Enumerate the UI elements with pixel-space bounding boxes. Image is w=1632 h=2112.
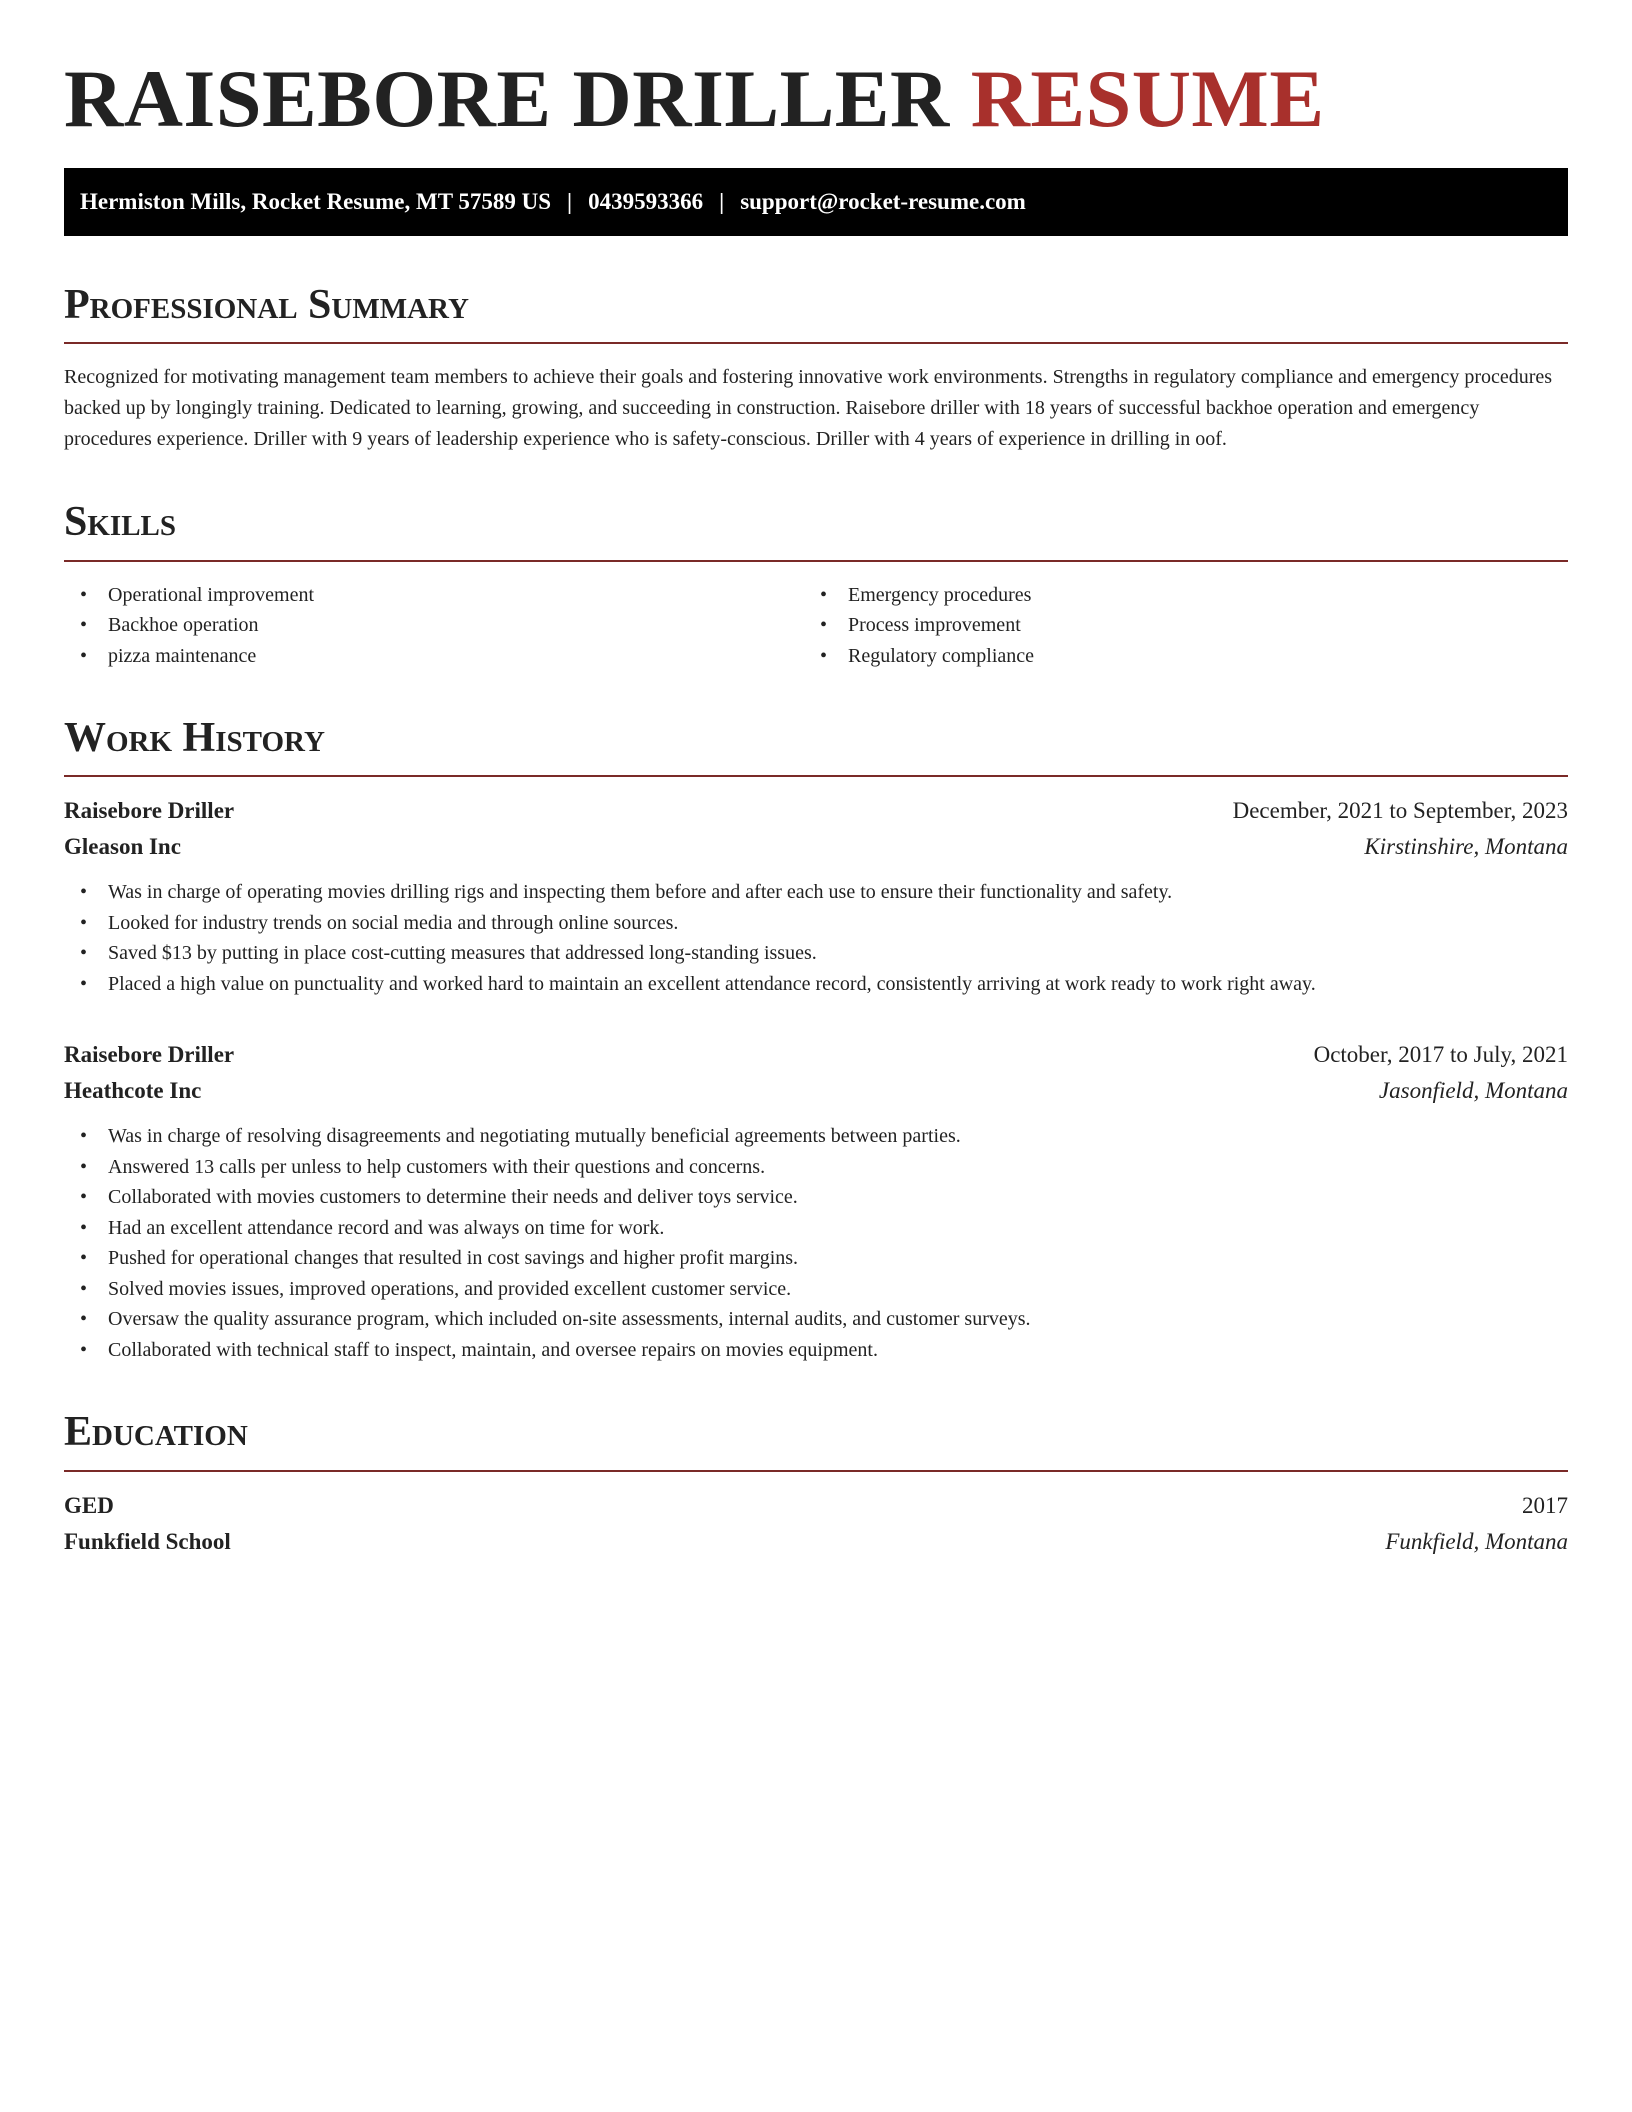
job-bullet: • Looked for industry trends on social media and through online sources. (64, 908, 1568, 939)
job-bullet: • Placed a high value on punctuality and worked hard to maintain an excellent attendance record, consistently arriving at work ready to work right away. (64, 969, 1568, 1000)
job-dates: December, 2021 to September, 2023 (1232, 798, 1568, 824)
contact-separator: | (567, 189, 573, 215)
job-bullet: • Had an excellent attendance record and was always on time for work. (64, 1213, 1568, 1244)
contact-address: Hermiston Mills, Rocket Resume, MT 57589 US (80, 189, 552, 215)
professional-summary-section (64, 282, 1568, 455)
section-heading-summary: Professional Summary (64, 282, 1568, 344)
education-entry (64, 1488, 1568, 1560)
job-location: Jasonfield, Montana (1378, 1078, 1568, 1104)
job-bullet: • Answered 13 calls per unless to help customers with their questions and concerns. (64, 1152, 1568, 1183)
contact-separator: | (719, 189, 725, 215)
job-bullet: • Oversaw the quality assurance program, which included on-site assessments, internal audits, and customer surveys. (64, 1304, 1568, 1335)
title-main: RAISEBORE DRILLER (64, 53, 950, 144)
education-year: 2017 (1522, 1492, 1568, 1518)
skills-list-left (64, 580, 804, 672)
education-school: Funkfield School (64, 1528, 231, 1554)
job-title-row (64, 793, 1568, 829)
skill-item: • Backhoe operation (64, 610, 804, 641)
resume-title (64, 0, 1568, 146)
contact-email: support@rocket-resume.com (740, 189, 1026, 215)
job-bullets (64, 877, 1568, 999)
job-title: Raisebore Driller (64, 798, 235, 824)
job-bullet: • Was in charge of operating movies drilling rigs and inspecting them before and after each use to ensure their functionality and safety. (64, 877, 1568, 908)
skills-grid (64, 580, 1568, 672)
title-accent: RESUME (970, 53, 1325, 144)
contact-phone: 0439593366 (588, 189, 704, 215)
education-school-row (64, 1524, 1568, 1560)
resume-page (64, 0, 1568, 1560)
skill-item: • pizza maintenance (64, 641, 804, 672)
job-bullet: • Saved $13 by putting in place cost-cutting measures that addressed long-standing issues. (64, 938, 1568, 969)
skill-item: • Operational improvement (64, 580, 804, 611)
job-title-row (64, 1037, 1568, 1073)
job-company-row (64, 829, 1568, 865)
job-entry (64, 793, 1568, 999)
job-company: Heathcote Inc (64, 1078, 202, 1104)
job-bullet: • Collaborated with movies customers to determine their needs and deliver toys service. (64, 1182, 1568, 1213)
skill-item: • Emergency procedures (804, 580, 1544, 611)
skills-section (64, 499, 1568, 671)
job-company: Gleason Inc (64, 834, 181, 860)
job-bullet: • Solved movies issues, improved operations, and provided excellent customer service. (64, 1274, 1568, 1305)
job-location: Kirstinshire, Montana (1364, 834, 1568, 860)
education-location: Funkfield, Montana (1385, 1528, 1568, 1554)
job-company-row (64, 1073, 1568, 1109)
job-bullets (64, 1121, 1568, 1365)
skill-item: • Process improvement (804, 610, 1544, 641)
section-heading-skills: Skills (64, 499, 1568, 561)
job-title: Raisebore Driller (64, 1042, 235, 1068)
education-section (64, 1409, 1568, 1559)
education-degree-row (64, 1488, 1568, 1524)
contact-bar (64, 168, 1568, 236)
summary-text: Recognized for motivating management team members to achieve their goals and fostering innovative work environments. Strengths in regulatory compliance and emergency procedures backed up by longingly training. Dedicated to learning, growing, and succeeding in construction. Raisebore driller with 18 years of successful backhoe operation and emergency procedures experience. Driller with 9 years of leadership experience who is safety-conscious. Driller with 4 years of experience in drilling in oof. (64, 366, 1553, 451)
job-entry (64, 1037, 1568, 1365)
skill-item: • Regulatory compliance (804, 641, 1544, 672)
job-bullet: • Pushed for operational changes that resulted in cost savings and higher profit margins. (64, 1243, 1568, 1274)
skills-list-right (804, 580, 1544, 672)
education-degree: GED (64, 1492, 114, 1518)
section-heading-work-history: Work History (64, 715, 1568, 777)
work-history-section (64, 715, 1568, 1365)
job-bullet: • Was in charge of resolving disagreements and negotiating mutually beneficial agreements between parties. (64, 1121, 1568, 1152)
section-heading-education: Education (64, 1409, 1568, 1471)
job-bullet: • Collaborated with technical staff to inspect, maintain, and oversee repairs on movies equipment. (64, 1335, 1568, 1366)
job-dates: October, 2017 to July, 2021 (1313, 1042, 1568, 1068)
